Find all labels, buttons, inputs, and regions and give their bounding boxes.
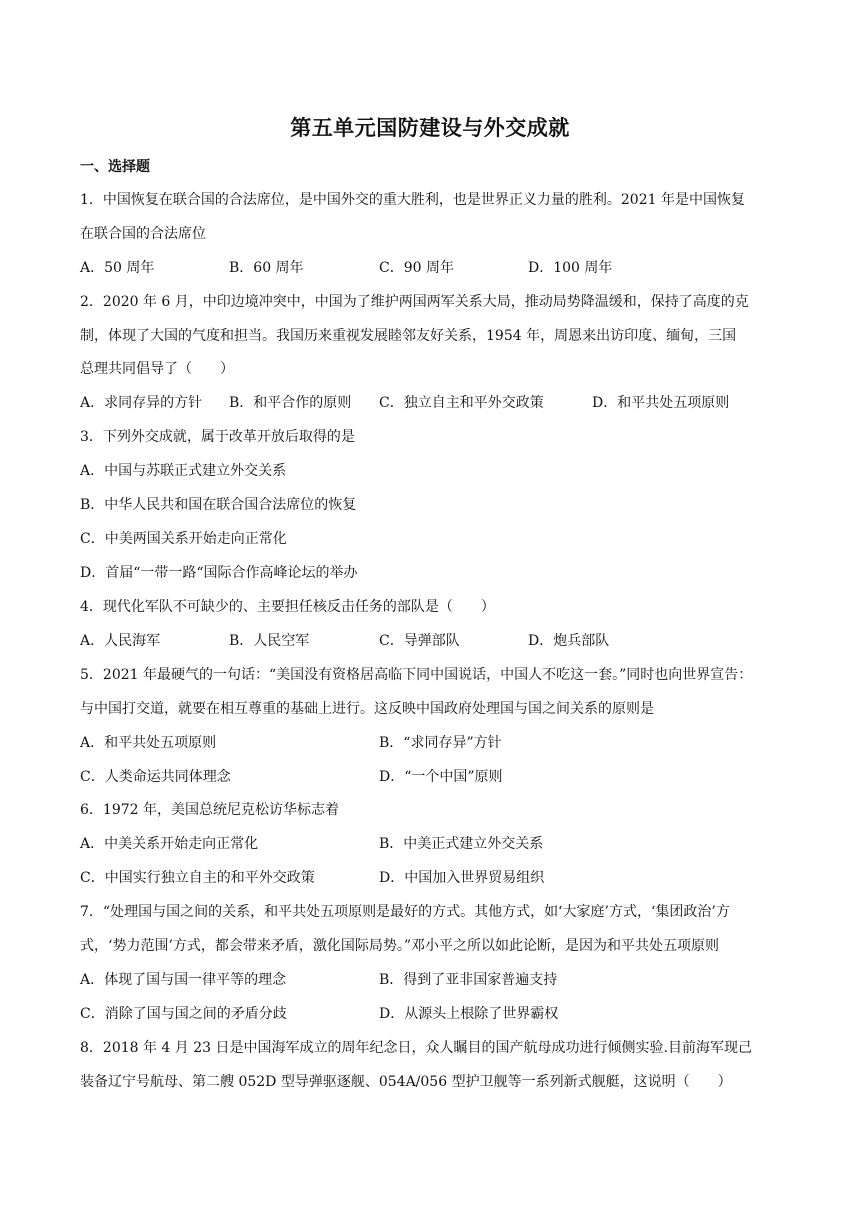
question-7-option-c: C．消除了国与国之间的矛盾分歧 [80, 1006, 287, 1022]
question-1-text: 在联合国的合法席位 [80, 226, 206, 242]
question-1-option-a: A．50 周年 [80, 260, 155, 276]
question-4-option-d: D．炮兵部队 [528, 633, 610, 649]
question-5-text: 与中国打交道，就要在相互尊重的基础上进行。这反映中国政府处理国与国之间关系的原则是 [80, 701, 654, 717]
question-6-option-c: C．中国实行独立自主的和平外交政策 [80, 870, 315, 886]
question-2-option-c: C．独立自主和平外交政策 [379, 395, 544, 411]
question-4-option-b: B．人民空军 [229, 633, 310, 649]
question-7-option-d: D．从源头上根除了世界霸权 [379, 1006, 559, 1022]
question-7-text: 7．“处理国与国之间的关系，和平共处五项原则是最好的方式。其他方式，如‘大家庭’方式，‘集团政治’方 [80, 904, 730, 920]
question-5-text: 5．2021 年最硬气的一句话：“美国没有资格居高临下同中国说话，中国人不吃这一套。”同时也向世界宣告： [80, 667, 753, 683]
question-3-option-b: B．中华人民共和国在联合国合法席位的恢复 [80, 497, 357, 513]
question-2-text: 2．2020 年 6 月，中印边境冲突中，中国为了维护两国两军关系大局，推动局势降温缓和，保持了高度的克 [80, 294, 749, 310]
question-5-option-b: B．“求同存异”方针 [379, 735, 502, 751]
question-7-text: 式，‘势力范围’方式，都会带来矛盾，激化国际局势。”邓小平之所以如此论断，是因为和平共处五项原则 [80, 938, 720, 954]
question-1-option-b: B．60 周年 [229, 260, 304, 276]
question-6-option-a: A．中美关系开始走向正常化 [80, 836, 259, 852]
question-7-option-a: A．体现了国与国一律平等的理念 [80, 972, 287, 988]
question-5-option-d: D．“一个中国”原则 [379, 769, 503, 785]
question-5-option-a: A．和平共处五项原则 [80, 735, 217, 751]
question-6-option-d: D．中国加入世界贸易组织 [379, 870, 545, 886]
question-1-text: 1．中国恢复在联合国的合法席位，是中国外交的重大胜利，也是世界正义力量的胜利。2021 年是中国恢复 [80, 192, 745, 208]
question-2-option-b: B．和平合作的原则 [229, 395, 352, 411]
question-7-option-b: B．得到了亚非国家普遍支持 [379, 972, 558, 988]
question-3-option-a: A．中国与苏联正式建立外交关系 [80, 463, 287, 479]
section-heading: 一、选择题 [80, 159, 150, 175]
question-3-option-d: D．首届“一带一路“国际合作高峰论坛的举办 [80, 565, 358, 581]
question-3-text: 3．下列外交成就，属于改革开放后取得的是 [80, 429, 355, 445]
question-4-option-c: C．导弹部队 [379, 633, 460, 649]
question-8-text: 装备辽宁号航母、第二艘 052D 型导弹驱逐舰、054A/056 型护卫舰等一系列新式舰艇，这说明（ ） [80, 1074, 732, 1090]
question-3-option-c: C．中美两国关系开始走向正常化 [80, 531, 287, 547]
question-8-text: 8．2018 年 4 月 23 日是中国海军成立的周年纪念日，众人瞩目的国产航母成功进行倾侧实验.目前海军现己 [80, 1040, 752, 1056]
question-2-text: 总理共同倡导了（ ） [80, 361, 234, 377]
question-5-option-c: C．人类命运共同体理念 [80, 769, 231, 785]
question-1-option-d: D．100 周年 [528, 260, 613, 276]
question-4-text: 4．现代化军队不可缺少的、主要担任核反击任务的部队是（ ） [80, 599, 495, 615]
question-2-text: 制，体现了大国的气度和担当。我国历来重视发展睦邻友好关系，1954 年，周恩来出访印度、缅甸，三国 [80, 328, 737, 344]
question-6-option-b: B．中美正式建立外交关系 [379, 836, 544, 852]
question-6-text: 6．1972 年，美国总统尼克松访华标志着 [80, 802, 339, 818]
question-1-option-c: C．90 周年 [379, 260, 454, 276]
question-4-option-a: A．人民海军 [80, 633, 161, 649]
question-2-option-a: A．求同存异的方针 [80, 395, 203, 411]
question-2-option-d: D．和平共处五项原则 [592, 395, 730, 411]
page-title: 第五单元国防建设与外交成就 [290, 116, 570, 140]
